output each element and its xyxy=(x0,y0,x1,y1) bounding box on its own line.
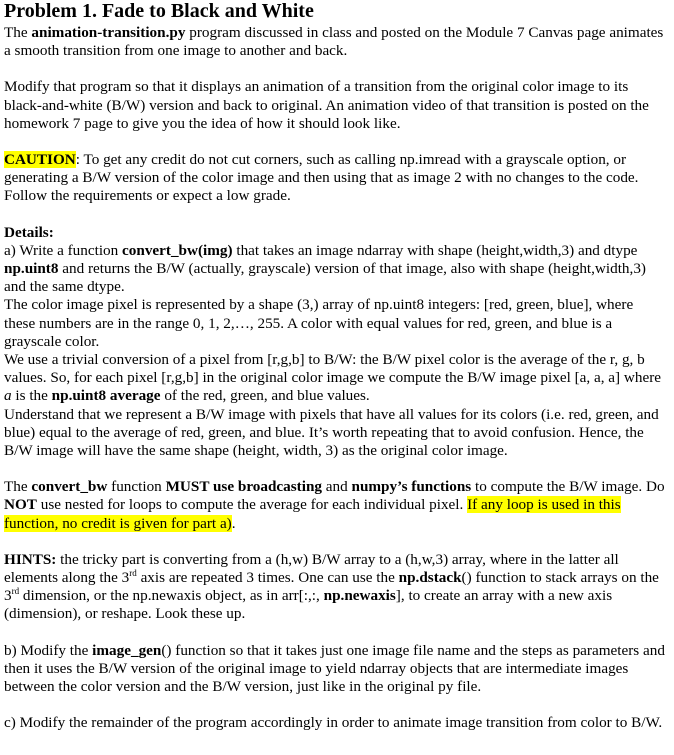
hints-paragraph xyxy=(4,551,668,624)
text: b) Modify the xyxy=(4,641,93,659)
bold-term: MUST use broadcasting xyxy=(165,478,322,496)
text: use nested for loops to compute the average for each individual pixel. xyxy=(36,496,468,514)
text: the tricky part is converting from a (h,w) B/W array to a (h,w,3) array, where in the latter all elements along the 3 xyxy=(4,550,619,587)
text: ], to create an array with a new axis (dimension), or reshape. Look these up. xyxy=(4,587,613,623)
function-name: np.dstack xyxy=(398,569,462,587)
part-b-paragraph xyxy=(4,642,668,697)
text: axis are repeated 3 times. One can use the xyxy=(136,569,399,587)
broadcast-paragraph xyxy=(4,478,668,533)
caution-label: CAUTION xyxy=(4,151,76,169)
bold-term: NOT xyxy=(4,496,37,514)
bold-term: numpy’s functions xyxy=(351,478,472,496)
function-name: convert_bw(img) xyxy=(122,241,233,259)
pixel-paragraph: The color image pixel is represented by a shape (3,) array of np.uint8 integers: [red, green, blue], where these numbers are in the range 0, 1, 2,…, 255. A color with equal values for red, green, and blue is a grayscale color. xyxy=(4,296,634,350)
text: of the red, green, and blue values. xyxy=(160,387,370,405)
text: The xyxy=(4,478,32,496)
no-loop-warning: If any loop is used in this function, no credit is given for part a) xyxy=(4,496,621,532)
details-heading xyxy=(4,224,668,242)
text: to compute the B/W image. Do xyxy=(471,478,665,496)
text: and xyxy=(321,478,352,496)
function-name: image_gen xyxy=(92,641,162,659)
text: and returns the B/W (actually, grayscale) version of that image, also with shape (height,width,3) and the same dtype. xyxy=(4,260,646,296)
variable-a: a xyxy=(4,387,12,405)
text: : To get any credit do not cut corners, such as calling np.imread with a grayscale option, or generating a B/W version of the color image and then using that as image 2 with no changes to the code. Follow the requirements or expect a low grade. xyxy=(4,151,639,205)
text: () function so that it takes just one image file name and the steps as parameters and then it uses the B/W version of the original image to yield ndarray objects that are intermediate images between the color version and the B/W version, just like in the original py file. xyxy=(4,641,665,696)
conversion-paragraph xyxy=(4,351,668,406)
text: We use a trivial conversion of a pixel from [r,g,b] to B/W: the B/W pixel color is the average of the r, g, b values. So, for each pixel [r,g,b] in the original color image we compute the B/W image pixel [a, a, a] where xyxy=(4,351,662,387)
function-name: convert_bw xyxy=(31,478,108,496)
superscript: rd xyxy=(129,568,137,579)
text: a) Write a function xyxy=(4,241,123,259)
dtype-name: np.uint8 xyxy=(4,260,59,278)
text: that takes an image ndarray with shape (height,width,3) and dtype xyxy=(232,241,638,259)
bold-term: np.uint8 average xyxy=(51,387,161,405)
part-c-paragraph: c) Modify the remainder of the program accordingly in order to animate image transition from color to B/W. xyxy=(4,714,663,732)
hints-label: HINTS: xyxy=(4,550,57,568)
caution-paragraph xyxy=(4,151,668,206)
function-name: np.newaxis xyxy=(323,587,396,605)
problem-title: Problem 1. Fade to Black and White xyxy=(4,0,314,22)
heading: Details: xyxy=(4,223,54,241)
text: dimension, or the np.newaxis object, as in arr[:,:, xyxy=(19,587,324,605)
understand-paragraph: Understand that we represent a B/W image with pixels that have all values for its colors (i.e. red, green, and blue) equal to the average of red, green, and blue. It’s worth repeating that to avoid confusion. Hence, the B/W image will have the same shape (height, width, 3) as the original color image. xyxy=(4,405,659,460)
text: function xyxy=(107,478,166,496)
text: () function to stack arrays on the 3 xyxy=(4,569,659,605)
part-a-paragraph xyxy=(4,242,668,297)
intro-paragraph xyxy=(4,24,668,60)
text: The xyxy=(4,24,32,41)
file-name: animation-transition.py xyxy=(31,24,186,41)
text: is the xyxy=(11,387,52,405)
superscript: rd xyxy=(11,586,20,597)
text: . xyxy=(231,514,236,532)
modify-paragraph: Modify that program so that it displays an animation of a transition from the original color image to its black-and-white (B/W) version and back to original. An animation video of that transition is posted on the homework 7 page to give you the idea of how it should look like. xyxy=(4,78,649,132)
text: program discussed in class and posted on the Module 7 Canvas page animates a smooth transition from one image to another and back. xyxy=(4,24,664,60)
